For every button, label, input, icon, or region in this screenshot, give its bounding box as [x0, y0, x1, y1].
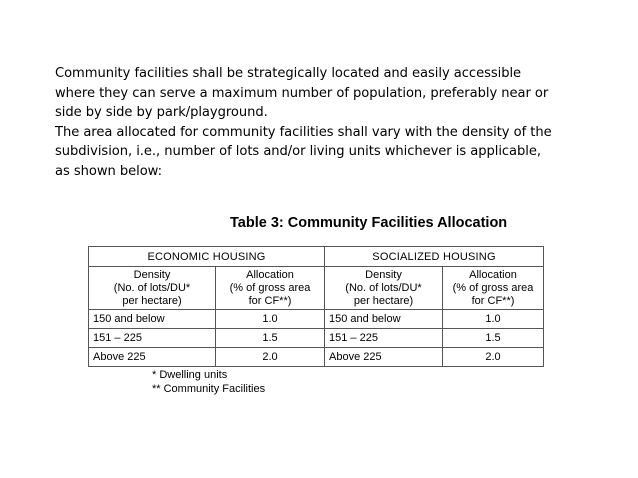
- intro-line: Community facilities shall be strategically located and easily accessible: [55, 66, 522, 81]
- table-cell: 150 and below: [325, 310, 443, 329]
- group-header-row: [89, 247, 544, 267]
- table-cell: Above 225: [89, 348, 216, 367]
- table-cell: 1.5: [216, 329, 325, 348]
- intro-line: where they can serve a maximum number of population, preferably near or: [55, 85, 549, 101]
- table-cell: 1.0: [443, 310, 544, 329]
- header-line: for CF**): [248, 294, 292, 307]
- header-line: (% of gross area: [229, 281, 311, 294]
- header-line: (No. of lots/DU*: [113, 281, 191, 294]
- table-cell: Above 225: [325, 348, 443, 367]
- intro-line: side by side by park/playground.: [55, 105, 268, 121]
- table-cell: 151 – 225: [325, 329, 443, 348]
- table-cell: 151 – 225: [89, 329, 216, 348]
- intro-line: The area allocated for community facilities shall vary with the density of the: [55, 124, 552, 140]
- header-line: Allocation: [469, 268, 517, 281]
- allocation-table: [88, 246, 544, 367]
- header-line: (% of gross area: [452, 281, 534, 294]
- footnote-community-facilities: ** Community Facilities: [152, 383, 266, 395]
- intro-paragraph: [55, 64, 575, 182]
- footnote-dwelling-units: * Dwelling units: [152, 369, 228, 381]
- footnotes: [152, 368, 265, 396]
- table-row: [89, 329, 544, 348]
- header-line: Allocation: [246, 268, 294, 281]
- column-header-economic-allocation: [216, 267, 325, 310]
- table-cell: 150 and below: [89, 310, 216, 329]
- column-header-socialized-allocation: [443, 267, 544, 310]
- table-row: [89, 310, 544, 329]
- header-line: per hectare): [353, 294, 414, 307]
- table-title: Table 3: Community Facilities Allocation: [230, 215, 508, 231]
- table-row: [89, 348, 544, 367]
- column-header-row: [89, 267, 544, 310]
- header-line: Density: [133, 268, 171, 281]
- intro-line: as shown below:: [55, 163, 162, 179]
- table-cell: 1.0: [216, 310, 325, 329]
- group-header-economic: ECONOMIC HOUSING: [89, 247, 325, 267]
- column-header-socialized-density: [325, 267, 443, 310]
- table-cell: 2.0: [443, 348, 544, 367]
- header-line: (No. of lots/DU*: [345, 281, 422, 294]
- table-cell: 1.5: [443, 329, 544, 348]
- column-header-economic-density: [89, 267, 216, 310]
- table-cell: 2.0: [216, 348, 325, 367]
- group-header-socialized: SOCIALIZED HOUSING: [325, 247, 544, 267]
- header-line: per hectare): [122, 294, 182, 307]
- header-line: Density: [365, 268, 402, 281]
- header-line: for CF**): [471, 294, 515, 307]
- intro-line: subdivision, i.e., number of lots and/or living units whichever is applicable,: [55, 144, 541, 160]
